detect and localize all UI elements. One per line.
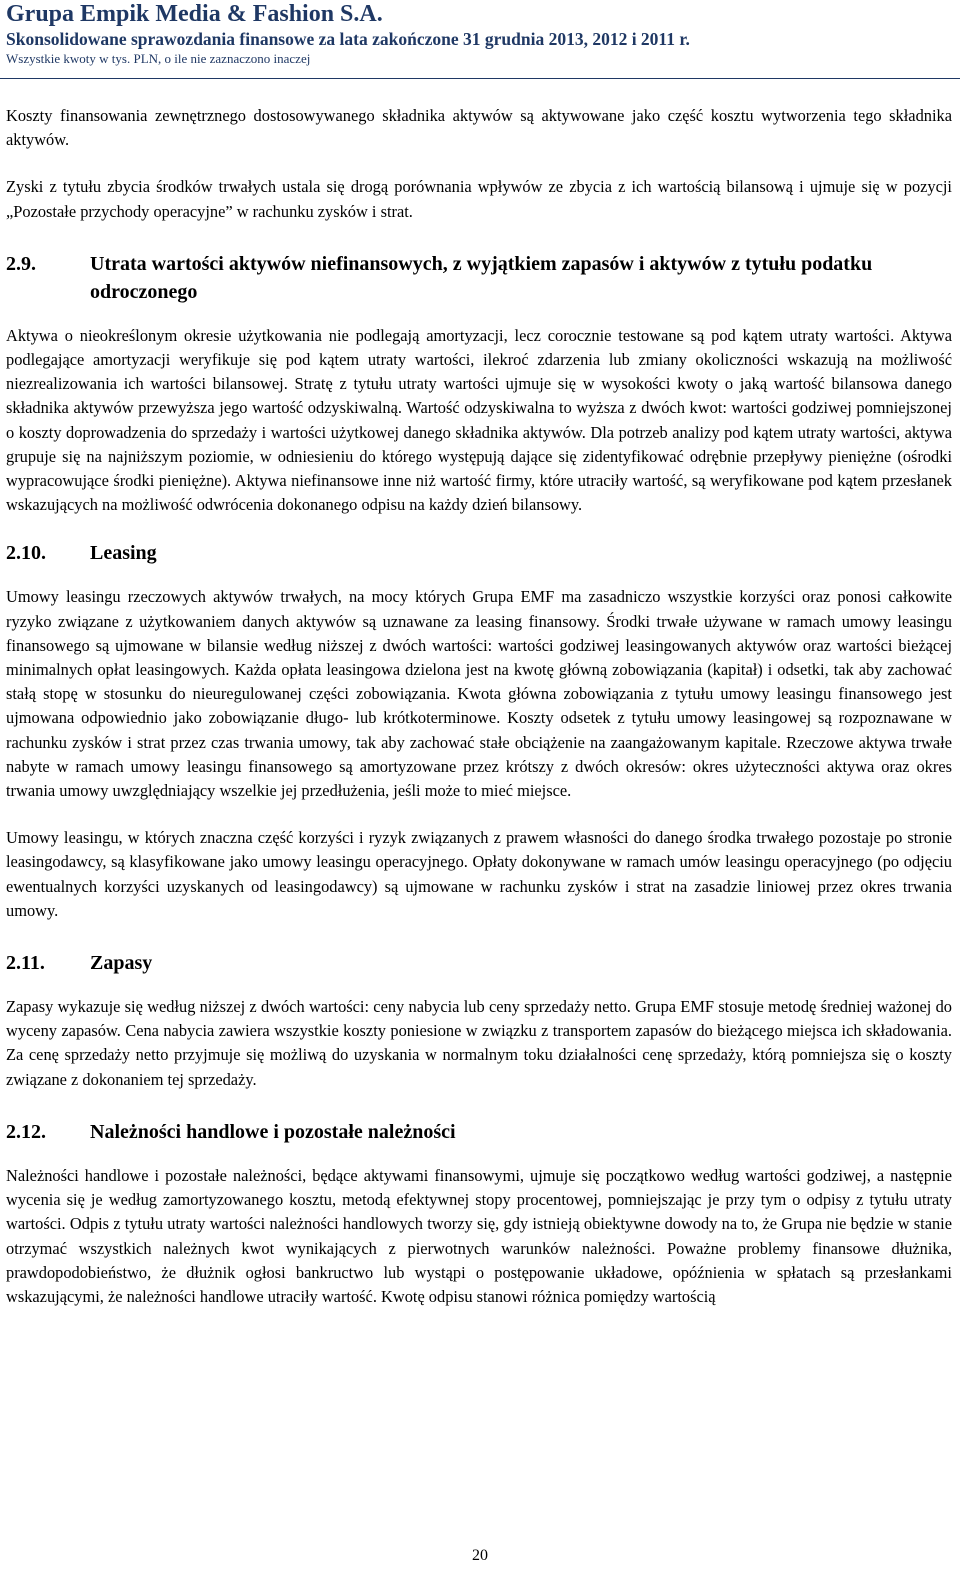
section-heading bbox=[6, 250, 952, 306]
section-title: Zapasy bbox=[90, 952, 153, 975]
company-title: Grupa Empik Media & Fashion S.A. bbox=[6, 1, 383, 27]
intro-paragraph: Zyski z tytułu zbycia środków trwałych ustala się drogą porównania wpływów ze zbycia z ich wartością bilansową i ujmuje się w pozycji „Pozostałe przychody operacyjne” w rachunku zysków i strat. bbox=[6, 177, 952, 221]
running-header bbox=[6, 0, 954, 67]
section-title: Utrata wartości aktywów niefinansowych, z wyjątkiem zapasów i aktywów z tytułu podatku odroczonego bbox=[90, 252, 873, 303]
section-paragraph: Umowy leasingu rzeczowych aktywów trwałych, na mocy których Grupa EMF ma zasadniczo wszystkie korzyści oraz ponosi całkowite ryzyko związane z użytkowaniem danych aktywów są uznawane za leasing finansowy. Środki trwałe używane w ramach umowy leasingu finansowego są ujmowane w bilansie według niższej z dwóch wartości: wartości godziwej leasingowanych aktywów oraz wartości bieżącej minimalnych opłat leasingowych. Każda opłata leasingowa dzielona jest na kwotę główną zobowiązania (kapitał) i odsetki, tak aby zachować stałą stopę w stosunku do nieuregulowanej części zobowiązania. Kwota główna zobowiązania z tytułu umowy leasingu finansowego jest ujmowana odpowiednio jako zobowiązanie długo- lub krótkoterminowe. Koszty odsetek z tytułu umowy leasingowej są rozpoznawane w rachunku zysków i strat przez czas trwania umowy, tak aby zachować stałe obciążenie na zaangażowanym kapitale. Rzeczowe aktywa trwałe nabyte w ramach umowy leasingu finansowego są amortyzowane przez krótszy z dwóch okresów: okres użyteczności aktywa oraz okres trwania umowy uwzględniający wszelkie jej przedłużenia, jeśli może to mieć miejsce. bbox=[6, 587, 952, 801]
page-body bbox=[6, 104, 952, 1309]
section-paragraph: Zapasy wykazuje się według niższej z dwóch wartości: ceny nabycia lub ceny sprzedaży netto. Grupa EMF stosuje metodę średniej ważonej do wyceny zapasów. Cena nabycia zawiera wszystkie koszty poniesione w związku z transportem zapasów do bieżącego miejsca ich składowania. Za cenę sprzedaży netto przyjmuje się możliwą do uzyskania w normalnym toku działalności cenę sprzedaży, którą pomniejsza się o koszty związane z dokonaniem tej sprzedaży. bbox=[6, 997, 952, 1089]
section-number: 2.10. bbox=[6, 542, 46, 565]
section-heading bbox=[6, 539, 952, 567]
page-number: 20 bbox=[472, 1547, 488, 1564]
section-number: 2.12. bbox=[6, 1120, 46, 1143]
section-title: Leasing bbox=[90, 542, 157, 565]
section-heading bbox=[6, 949, 952, 977]
section-number: 2.9. bbox=[6, 252, 36, 275]
header-divider bbox=[0, 78, 960, 79]
section-title: Należności handlowe i pozostałe należności bbox=[90, 1120, 456, 1143]
currency-note: Wszystkie kwoty w tys. PLN, o ile nie zaznaczono inaczej bbox=[6, 51, 311, 66]
report-subtitle: Skonsolidowane sprawozdania finansowe za lata zakończone 31 grudnia 2013, 2012 i 2011 r. bbox=[6, 29, 690, 49]
section-heading bbox=[6, 1118, 952, 1146]
section-number: 2.11. bbox=[6, 952, 45, 975]
section-paragraph: Umowy leasingu, w których znaczna część korzyści i ryzyk związanych z prawem własności do danego środka trwałego pozostaje po stronie leasingodawcy, są klasyfikowane jako umowy leasingu operacyjnego. Opłaty dokonywane w ramach umów leasingu operacyjnego (po odjęciu ewentualnych korzyści uzyskanych od leasingodawcy) są ujmowane w rachunku zysków i strat na zasadzie liniowej przez okres trwania umowy. bbox=[6, 828, 952, 920]
section-paragraph: Aktywa o nieokreślonym okresie użytkowania nie podlegają amortyzacji, lecz corocznie testowane są pod kątem utraty wartości. Aktywa podlegające amortyzacji weryfikuje się pod kątem utraty wartości, ilekroć zdarzenia lub zmiany okoliczności wskazują na możliwość niezrealizowania ich wartości bilansowej. Stratę z tytułu utraty wartości ujmuje się w wysokości kwoty o jaką wartość bilansowa danego składnika aktywów przewyższa jego wartość odzyskiwalną. Wartość odzyskiwalna to wyższa z dwóch kwot: wartości godziwej pomniejszonej o koszty doprowadzenia do sprzedaży i wartości użytkowej danego składnika aktywów. Dla potrzeb analizy pod kątem utraty wartości, aktywa grupuje się na najniższym poziomie, w odniesieniu do którego występują dające się zidentyfikować odrębnie przepływy pieniężne (ośrodki wypracowujące środki pieniężne). Aktywa niefinansowe inne niż wartość firmy, które utraciły wartość, są weryfikowane pod kątem przesłanek wskazujących na możliwość odwrócenia dokonanego odpisu na każdy dzień bilansowy. bbox=[6, 325, 952, 515]
intro-paragraph: Koszty finansowania zewnętrznego dostosowywanego składnika aktywów są aktywowane jako część kosztu wytworzenia tego składnika aktywów. bbox=[6, 106, 952, 150]
section-paragraph: Należności handlowe i pozostałe należności, będące aktywami finansowymi, ujmuje się początkowo według wartości godziwej, a następnie wycenia się je według zamortyzowanego kosztu, metodą efektywnej stopy procentowej, pomniejszając je przy tym o odpisy z tytułu utraty wartości. Odpis z tytułu utraty wartości należności handlowych tworzy się, gdy istnieją obiektywne dowody na to, że Grupa nie będzie w stanie otrzymać wszystkich należnych kwot wynikających z pierwotnych warunków należności. Poważne problemy finansowe dłużnika, prawdopodobieństwo, że dłużnik ogłosi bankructwo lub wystąpi o postępowanie układowe, opóźnienia w spłatach są przesłankami wskazującymi, że należności handlowe utraciły wartość. Kwotę odpisu stanowi różnica pomiędzy wartością bbox=[6, 1165, 952, 1306]
